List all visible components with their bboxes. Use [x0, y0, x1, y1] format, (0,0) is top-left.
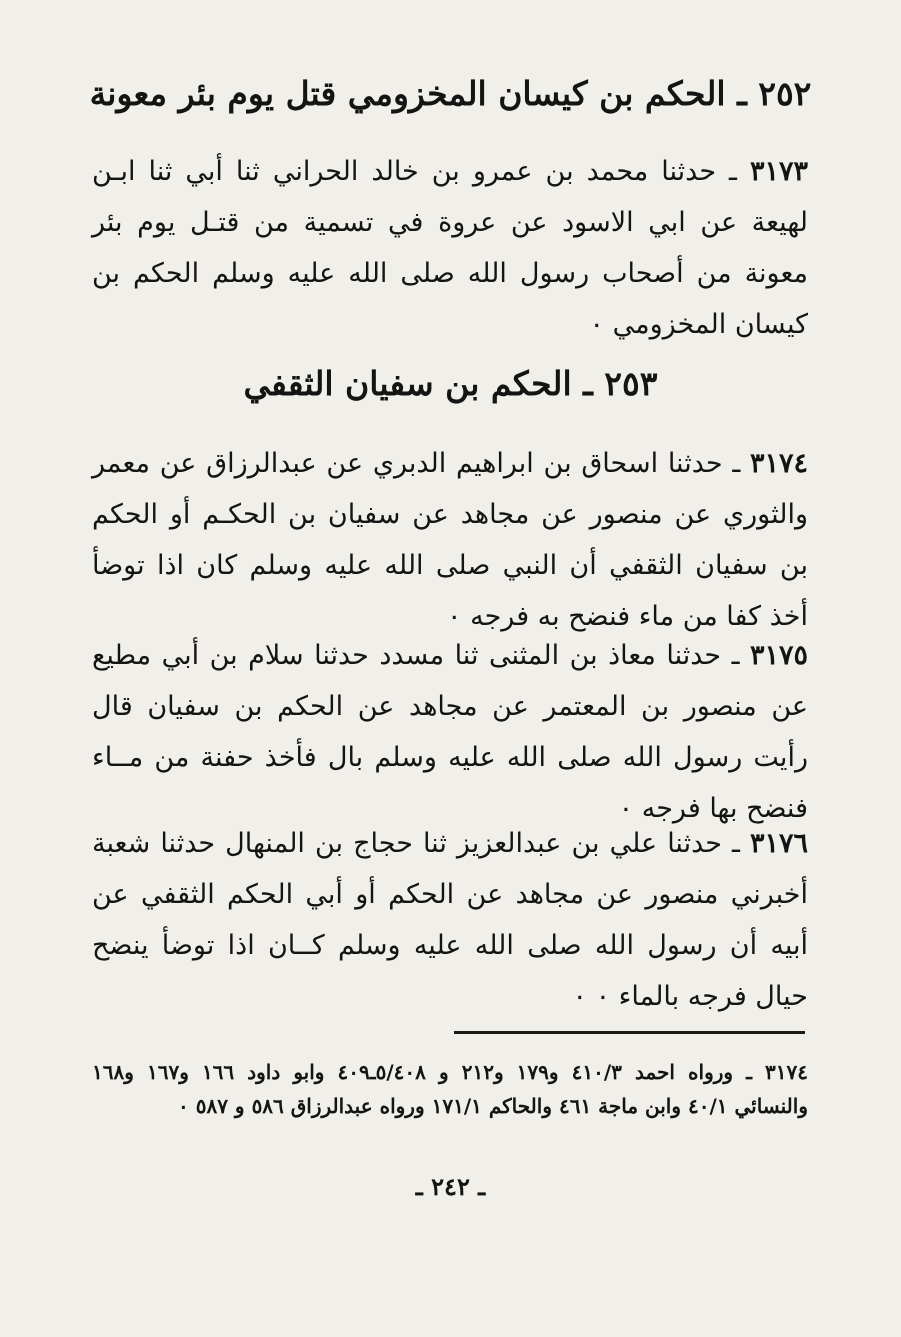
- hadith-text: ـ حدثنا اسحاق بن ابراهيم الدبري عن عبدالرزاق عن معمر والثوري عن منصور عن مجاهد عن سفيان بن الحكـم أو الحكم بن سفيان الثقفي أن النبي صلى الله عليه وسلم كان اذا توضأ أخذ كفا من ماء فنضح به فرجه ٠: [92, 448, 808, 632]
- hadith-number: ٣١٧٤: [749, 448, 808, 479]
- section-heading-253: ٢٥٣ ـ الحكم بن سفيان الثقفي: [243, 364, 658, 403]
- footnote-divider: [454, 1031, 805, 1034]
- hadith-text: ـ حدثنا علي بن عبدالعزيز ثنا حجاج بن المنهال حدثنا شعبة أخبرني منصور عن مجاهد عن الحكم أو أبي الحكم الثقفي عن أبيه أن رسول الله صلى الله عليه وسلم كــان اذا توضأ ينضح حيال فرجه بالماء ٠ ٠: [92, 828, 808, 1012]
- hadith-3176: [92, 818, 808, 1022]
- hadith-number: ٣١٧٥: [749, 640, 808, 671]
- page-number: ـ ٢٤٢ ـ: [415, 1172, 486, 1201]
- hadith-text: ـ حدثنا معاذ بن المثنى ثنا مسدد حدثنا سلام بن أبي مطيع عن منصور بن المعتمر عن مجاهد عن الحكم بن سفيان قال رأيت رسول الله صلى الله عليه وسلم بال فأخذ حفنة من مــاء فنضح بها فرجه ٠: [92, 640, 808, 824]
- hadith-3175: [92, 630, 808, 834]
- hadith-number: ٣١٧٣: [749, 156, 808, 187]
- section-heading-252: ٢٥٢ ـ الحكم بن كيسان المخزومي قتل يوم بئر معونة: [89, 74, 812, 113]
- hadith-text: ـ حدثنا محمد بن عمرو بن خالد الحراني ثنا أبي ثنا ابـن لهيعة عن ابي الاسود عن عروة في تسمية من قتـل يوم بئر معونة من أصحاب رسول الله صلى الله عليه وسلم الحكم بن كيسان المخزومي ٠: [92, 156, 808, 340]
- hadith-3173: [92, 146, 808, 350]
- hadith-number: ٣١٧٦: [749, 828, 808, 859]
- footnote: ٣١٧٤ ـ ورواه احمد ٤١٠/٣ و١٧٩ و٢١٢ و ٥/٤٠٨ـ٤٠٩ وابو داود ١٦٦ و١٦٧ و١٦٨ والنسائي ٤٠/١ وابن ماجة ٤٦١ والحاكم ١٧١/١ ورواه عبدالرزاق ٥٨٦ و ٥٨٧ ٠: [92, 1060, 809, 1118]
- hadith-3174: [92, 438, 808, 642]
